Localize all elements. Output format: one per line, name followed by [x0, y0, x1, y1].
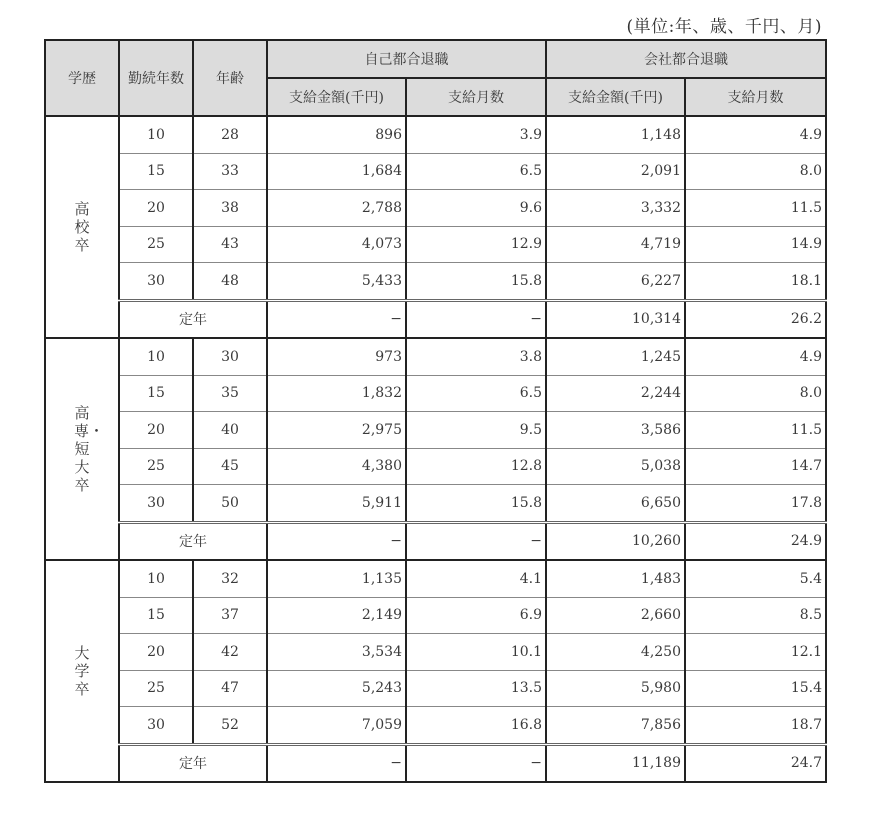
age-cell: 50 [193, 485, 267, 523]
table-row [45, 153, 826, 190]
voluntary-months-cell: 4.1 [406, 560, 546, 597]
company-amount-cell: 1,148 [546, 116, 685, 153]
severance-pay-table [44, 39, 827, 783]
years-cell: 25 [119, 670, 193, 707]
age-cell: 45 [193, 448, 267, 485]
retirement-label: 定年 [119, 300, 267, 338]
voluntary-amount-cell: 1,684 [267, 153, 406, 190]
age-cell: 33 [193, 153, 267, 190]
voluntary-months-cell: − [406, 522, 546, 560]
voluntary-months-cell: 9.6 [406, 190, 546, 227]
voluntary-amount-cell: − [267, 522, 406, 560]
company-amount-cell: 4,719 [546, 226, 685, 263]
company-months-cell: 8.0 [685, 375, 826, 412]
header-voluntary-months: 支給月数 [406, 78, 546, 116]
table-row [45, 597, 826, 634]
voluntary-amount-cell: 5,911 [267, 485, 406, 523]
voluntary-amount-cell: 2,149 [267, 597, 406, 634]
company-amount-cell: 3,332 [546, 190, 685, 227]
voluntary-amount-cell: 2,975 [267, 412, 406, 449]
table-row [45, 226, 826, 263]
age-cell: 52 [193, 707, 267, 745]
years-cell: 20 [119, 190, 193, 227]
voluntary-months-cell: 10.1 [406, 634, 546, 671]
voluntary-amount-cell: 5,433 [267, 263, 406, 301]
years-cell: 10 [119, 560, 193, 597]
company-amount-cell: 6,227 [546, 263, 685, 301]
voluntary-months-cell: 6.5 [406, 153, 546, 190]
retirement-row [45, 300, 826, 338]
header-voluntary-amount: 支給金額(千円) [267, 78, 406, 116]
company-months-cell: 12.1 [685, 634, 826, 671]
years-cell: 30 [119, 707, 193, 745]
company-amount-cell: 7,856 [546, 707, 685, 745]
table-row [45, 338, 826, 375]
education-group-label: 大学卒 [45, 560, 119, 782]
age-cell: 40 [193, 412, 267, 449]
company-amount-cell: 2,660 [546, 597, 685, 634]
voluntary-amount-cell: 5,243 [267, 670, 406, 707]
voluntary-months-cell: 9.5 [406, 412, 546, 449]
company-amount-cell: 5,038 [546, 448, 685, 485]
retirement-row [45, 744, 826, 782]
age-cell: 28 [193, 116, 267, 153]
company-months-cell: 4.9 [685, 338, 826, 375]
voluntary-months-cell: 15.8 [406, 263, 546, 301]
age-cell: 30 [193, 338, 267, 375]
table-row [45, 634, 826, 671]
years-cell: 30 [119, 485, 193, 523]
company-amount-cell: 10,260 [546, 522, 685, 560]
header-years: 勤続年数 [119, 40, 193, 116]
voluntary-amount-cell: − [267, 300, 406, 338]
years-cell: 30 [119, 263, 193, 301]
age-cell: 35 [193, 375, 267, 412]
header-company: 会社都合退職 [546, 40, 826, 78]
retirement-row [45, 522, 826, 560]
voluntary-months-cell: 3.9 [406, 116, 546, 153]
company-amount-cell: 4,250 [546, 634, 685, 671]
voluntary-months-cell: 16.8 [406, 707, 546, 745]
company-amount-cell: 11,189 [546, 744, 685, 782]
company-months-cell: 14.9 [685, 226, 826, 263]
age-cell: 48 [193, 263, 267, 301]
company-months-cell: 18.1 [685, 263, 826, 301]
company-amount-cell: 10,314 [546, 300, 685, 338]
company-months-cell: 11.5 [685, 190, 826, 227]
table-row [45, 448, 826, 485]
years-cell: 15 [119, 375, 193, 412]
years-cell: 15 [119, 597, 193, 634]
age-cell: 47 [193, 670, 267, 707]
years-cell: 25 [119, 448, 193, 485]
company-amount-cell: 2,091 [546, 153, 685, 190]
years-cell: 10 [119, 338, 193, 375]
voluntary-amount-cell: 1,832 [267, 375, 406, 412]
years-cell: 15 [119, 153, 193, 190]
company-amount-cell: 2,244 [546, 375, 685, 412]
company-months-cell: 14.7 [685, 448, 826, 485]
voluntary-months-cell: − [406, 744, 546, 782]
voluntary-months-cell: 15.8 [406, 485, 546, 523]
company-amount-cell: 1,483 [546, 560, 685, 597]
company-amount-cell: 6,650 [546, 485, 685, 523]
header-age: 年齢 [193, 40, 267, 116]
voluntary-amount-cell: 2,788 [267, 190, 406, 227]
retirement-label: 定年 [119, 744, 267, 782]
voluntary-months-cell: 3.8 [406, 338, 546, 375]
years-cell: 25 [119, 226, 193, 263]
company-amount-cell: 5,980 [546, 670, 685, 707]
header-education: 学歴 [45, 40, 119, 116]
voluntary-amount-cell: 3,534 [267, 634, 406, 671]
table-row [45, 707, 826, 745]
voluntary-months-cell: 6.9 [406, 597, 546, 634]
company-months-cell: 4.9 [685, 116, 826, 153]
age-cell: 42 [193, 634, 267, 671]
header-company-months: 支給月数 [685, 78, 826, 116]
table-row [45, 116, 826, 153]
company-months-cell: 26.2 [685, 300, 826, 338]
voluntary-amount-cell: 896 [267, 116, 406, 153]
age-cell: 37 [193, 597, 267, 634]
voluntary-months-cell: 13.5 [406, 670, 546, 707]
table-row [45, 190, 826, 227]
voluntary-amount-cell: − [267, 744, 406, 782]
voluntary-amount-cell: 1,135 [267, 560, 406, 597]
voluntary-amount-cell: 4,380 [267, 448, 406, 485]
table-row [45, 670, 826, 707]
retirement-label: 定年 [119, 522, 267, 560]
voluntary-amount-cell: 4,073 [267, 226, 406, 263]
company-months-cell: 8.5 [685, 597, 826, 634]
company-months-cell: 24.7 [685, 744, 826, 782]
company-months-cell: 8.0 [685, 153, 826, 190]
company-months-cell: 24.9 [685, 522, 826, 560]
table-row [45, 485, 826, 523]
years-cell: 20 [119, 634, 193, 671]
age-cell: 43 [193, 226, 267, 263]
table-row [45, 560, 826, 597]
voluntary-months-cell: 12.8 [406, 448, 546, 485]
company-months-cell: 11.5 [685, 412, 826, 449]
table-row [45, 375, 826, 412]
voluntary-amount-cell: 7,059 [267, 707, 406, 745]
voluntary-months-cell: − [406, 300, 546, 338]
company-months-cell: 18.7 [685, 707, 826, 745]
age-cell: 38 [193, 190, 267, 227]
header-company-amount: 支給金額(千円) [546, 78, 685, 116]
company-amount-cell: 3,586 [546, 412, 685, 449]
table-row [45, 263, 826, 301]
company-months-cell: 17.8 [685, 485, 826, 523]
age-cell: 32 [193, 560, 267, 597]
table-row [45, 412, 826, 449]
education-group-label: 高専・短大卒 [45, 338, 119, 560]
unit-note: (単位:年、歳、千円、月) [626, 17, 822, 37]
education-group-label: 高校卒 [45, 116, 119, 338]
years-cell: 10 [119, 116, 193, 153]
company-amount-cell: 1,245 [546, 338, 685, 375]
years-cell: 20 [119, 412, 193, 449]
voluntary-months-cell: 12.9 [406, 226, 546, 263]
voluntary-amount-cell: 973 [267, 338, 406, 375]
company-months-cell: 15.4 [685, 670, 826, 707]
header-voluntary: 自己都合退職 [267, 40, 546, 78]
company-months-cell: 5.4 [685, 560, 826, 597]
voluntary-months-cell: 6.5 [406, 375, 546, 412]
